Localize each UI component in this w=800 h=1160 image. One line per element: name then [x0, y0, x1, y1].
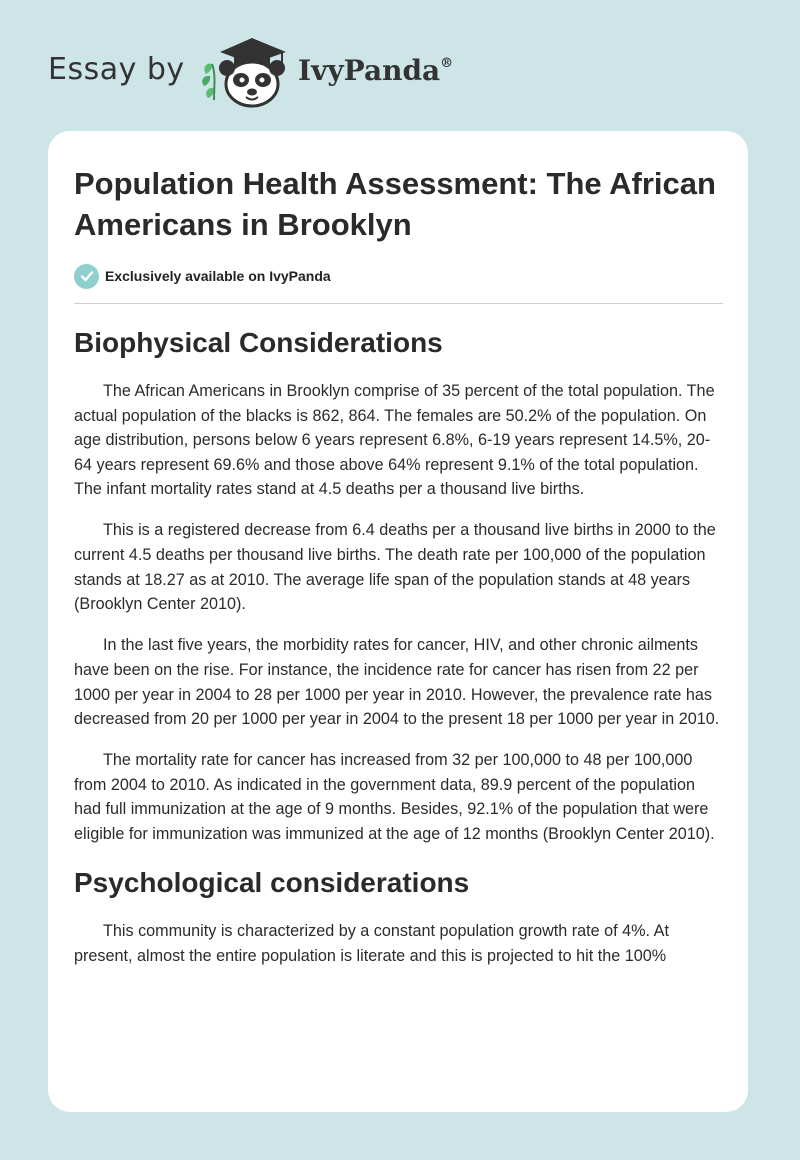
paragraph: This community is characterized by a constant population growth rate of 4%. At present, almost the entire population is literate and this is projected to hit the 100% [74, 922, 669, 965]
site-header [48, 30, 748, 110]
section-heading-psychological: Psychological considerations [74, 867, 470, 899]
paragraph: In the last five years, the morbidity rates for cancer, HIV, and other chronic ailments have been on the rise. For instance, the incidence rate for cancer has risen from 22 per 1000 per year in 2004 to 28 per 1000 per year in 2010. However, the prevalence rate has decreased from 20 per 1000 per year in 2004 to the present 18 per 1000 per year in 2010. [74, 636, 720, 729]
ivypanda-logo[interactable] [200, 34, 294, 108]
paragraph: The mortality rate for cancer has increased from 32 per 100,000 to 48 per 100,000 from 2004 to 2010. As indicated in the government data, 89.9 percent of the population had full immunization at the age of 9 months. Besides, 92.1% of the population that were eligible for immunization was immunized at the age of 12 months (Brooklyn Center 2010). [74, 751, 715, 843]
panda-logo-icon [200, 34, 294, 108]
paragraph: The African Americans in Brooklyn comprise of 35 percent of the total population. The actual population of the blacks is 862, 864. The females are 50.2% of the population. On age distribution, persons below 6 years represent 6.8%, 6-19 years represent 14.5%, 20-64 years represent 69.6% and those above 64% represent 9.1% of the total population. The infant mortality rates stand at 4.5 deaths per a thousand live births. [74, 382, 715, 499]
check-icon [74, 264, 99, 289]
title-divider [74, 303, 723, 304]
brand-name[interactable] [298, 54, 453, 87]
paragraph: This is a registered decrease from 6.4 deaths per a thousand live births in 2000 to the current 4.5 deaths per thousand live births. The death rate per 100,000 of the population stands at 18.27 as at 2010. The average life span of the population stands at 48 years (Brooklyn Center 2010). [74, 521, 716, 614]
registered-mark: ® [440, 56, 454, 71]
exclusive-badge [74, 263, 331, 289]
essay-by-label: Essay by [48, 52, 185, 87]
page-title: Population Health Assessment: The African Americans in Brooklyn [74, 166, 716, 242]
exclusive-badge-label: Exclusively available on IvyPanda [105, 268, 331, 284]
brand-name-text: IvyPanda [298, 54, 441, 87]
article-card [48, 131, 748, 1112]
article-body [74, 323, 726, 985]
section-heading-biophysical: Biophysical Considerations [74, 327, 443, 358]
